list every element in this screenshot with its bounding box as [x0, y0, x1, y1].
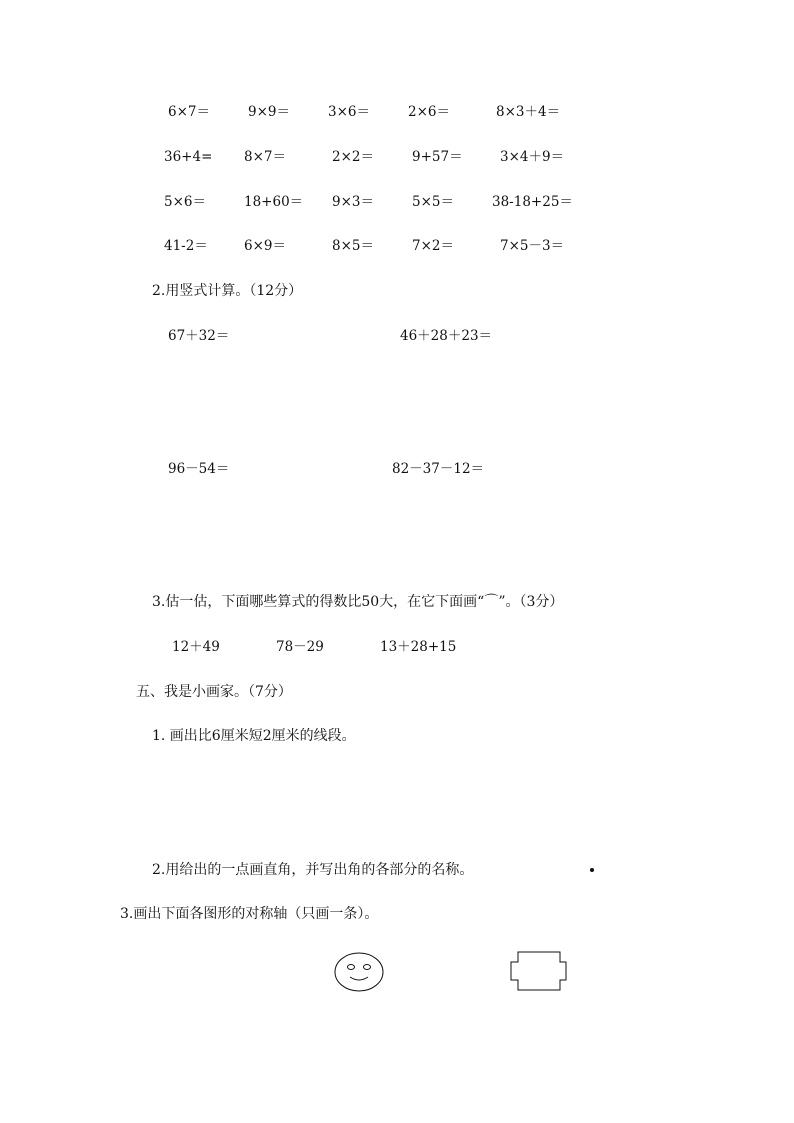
calc-item: 41-2＝ [164, 238, 208, 254]
calc-item: 36+4= [164, 149, 213, 165]
estimate-item: 78－29 [276, 639, 324, 655]
calc-item: 6×7＝ [168, 104, 210, 120]
question-line-segment: 1. 画出比6厘米短2厘米的线段。 [152, 728, 356, 744]
vertical-calc-item: 96－54＝ [168, 461, 230, 477]
calc-item: 2×6＝ [408, 104, 450, 120]
cross-shape-outline [511, 952, 566, 990]
question-right-angle: 2.用给出的一点画直角，并写出角的各部分的名称。 [152, 862, 474, 878]
left-eye [348, 965, 355, 970]
face-outline [335, 953, 383, 991]
vertical-calc-item: 46＋28＋23＝ [400, 328, 493, 344]
vertical-calc-item: 82－37－12＝ [392, 461, 485, 477]
calc-item: 7×2＝ [412, 238, 454, 254]
calc-item: 8×5＝ [332, 238, 374, 254]
cross-shape-figure [508, 950, 570, 994]
vertical-calc-title: 2.用竖式计算。（12分） [152, 283, 303, 299]
estimate-item: 12＋49 [172, 639, 220, 655]
calc-item: 9×9＝ [248, 104, 290, 120]
question-symmetry-axis: 3.画出下面各图形的对称轴（只画一条）。 [120, 906, 379, 922]
given-point [590, 868, 594, 872]
right-eye [364, 965, 371, 970]
smiley-face-figure [332, 950, 386, 994]
calc-item: 8×3＋4＝ [496, 104, 561, 120]
calc-item: 6×9＝ [244, 238, 286, 254]
vertical-calc-item: 67＋32＝ [168, 328, 230, 344]
calc-item: 9+57＝ [412, 149, 463, 165]
calc-item: 2×2＝ [332, 149, 374, 165]
calc-item: 5×6＝ [164, 194, 206, 210]
calc-item: 3×6＝ [328, 104, 370, 120]
calc-item: 38-18+25＝ [492, 194, 573, 210]
estimate-item: 13＋28+15 [380, 639, 457, 655]
calc-item: 18+60＝ [244, 194, 304, 210]
calc-item: 9×3＝ [332, 194, 374, 210]
mouth [350, 977, 368, 980]
calc-item: 5×5＝ [412, 194, 454, 210]
calc-item: 7×5－3＝ [500, 238, 565, 254]
calc-item: 8×7＝ [244, 149, 286, 165]
section-heading: 五、我是小画家。（7分） [136, 684, 292, 700]
estimate-title: 3.估一估，下面哪些算式的得数比50大，在它下面画“⌒”。（3分） [152, 594, 564, 610]
calc-item: 3×4＋9＝ [500, 149, 565, 165]
